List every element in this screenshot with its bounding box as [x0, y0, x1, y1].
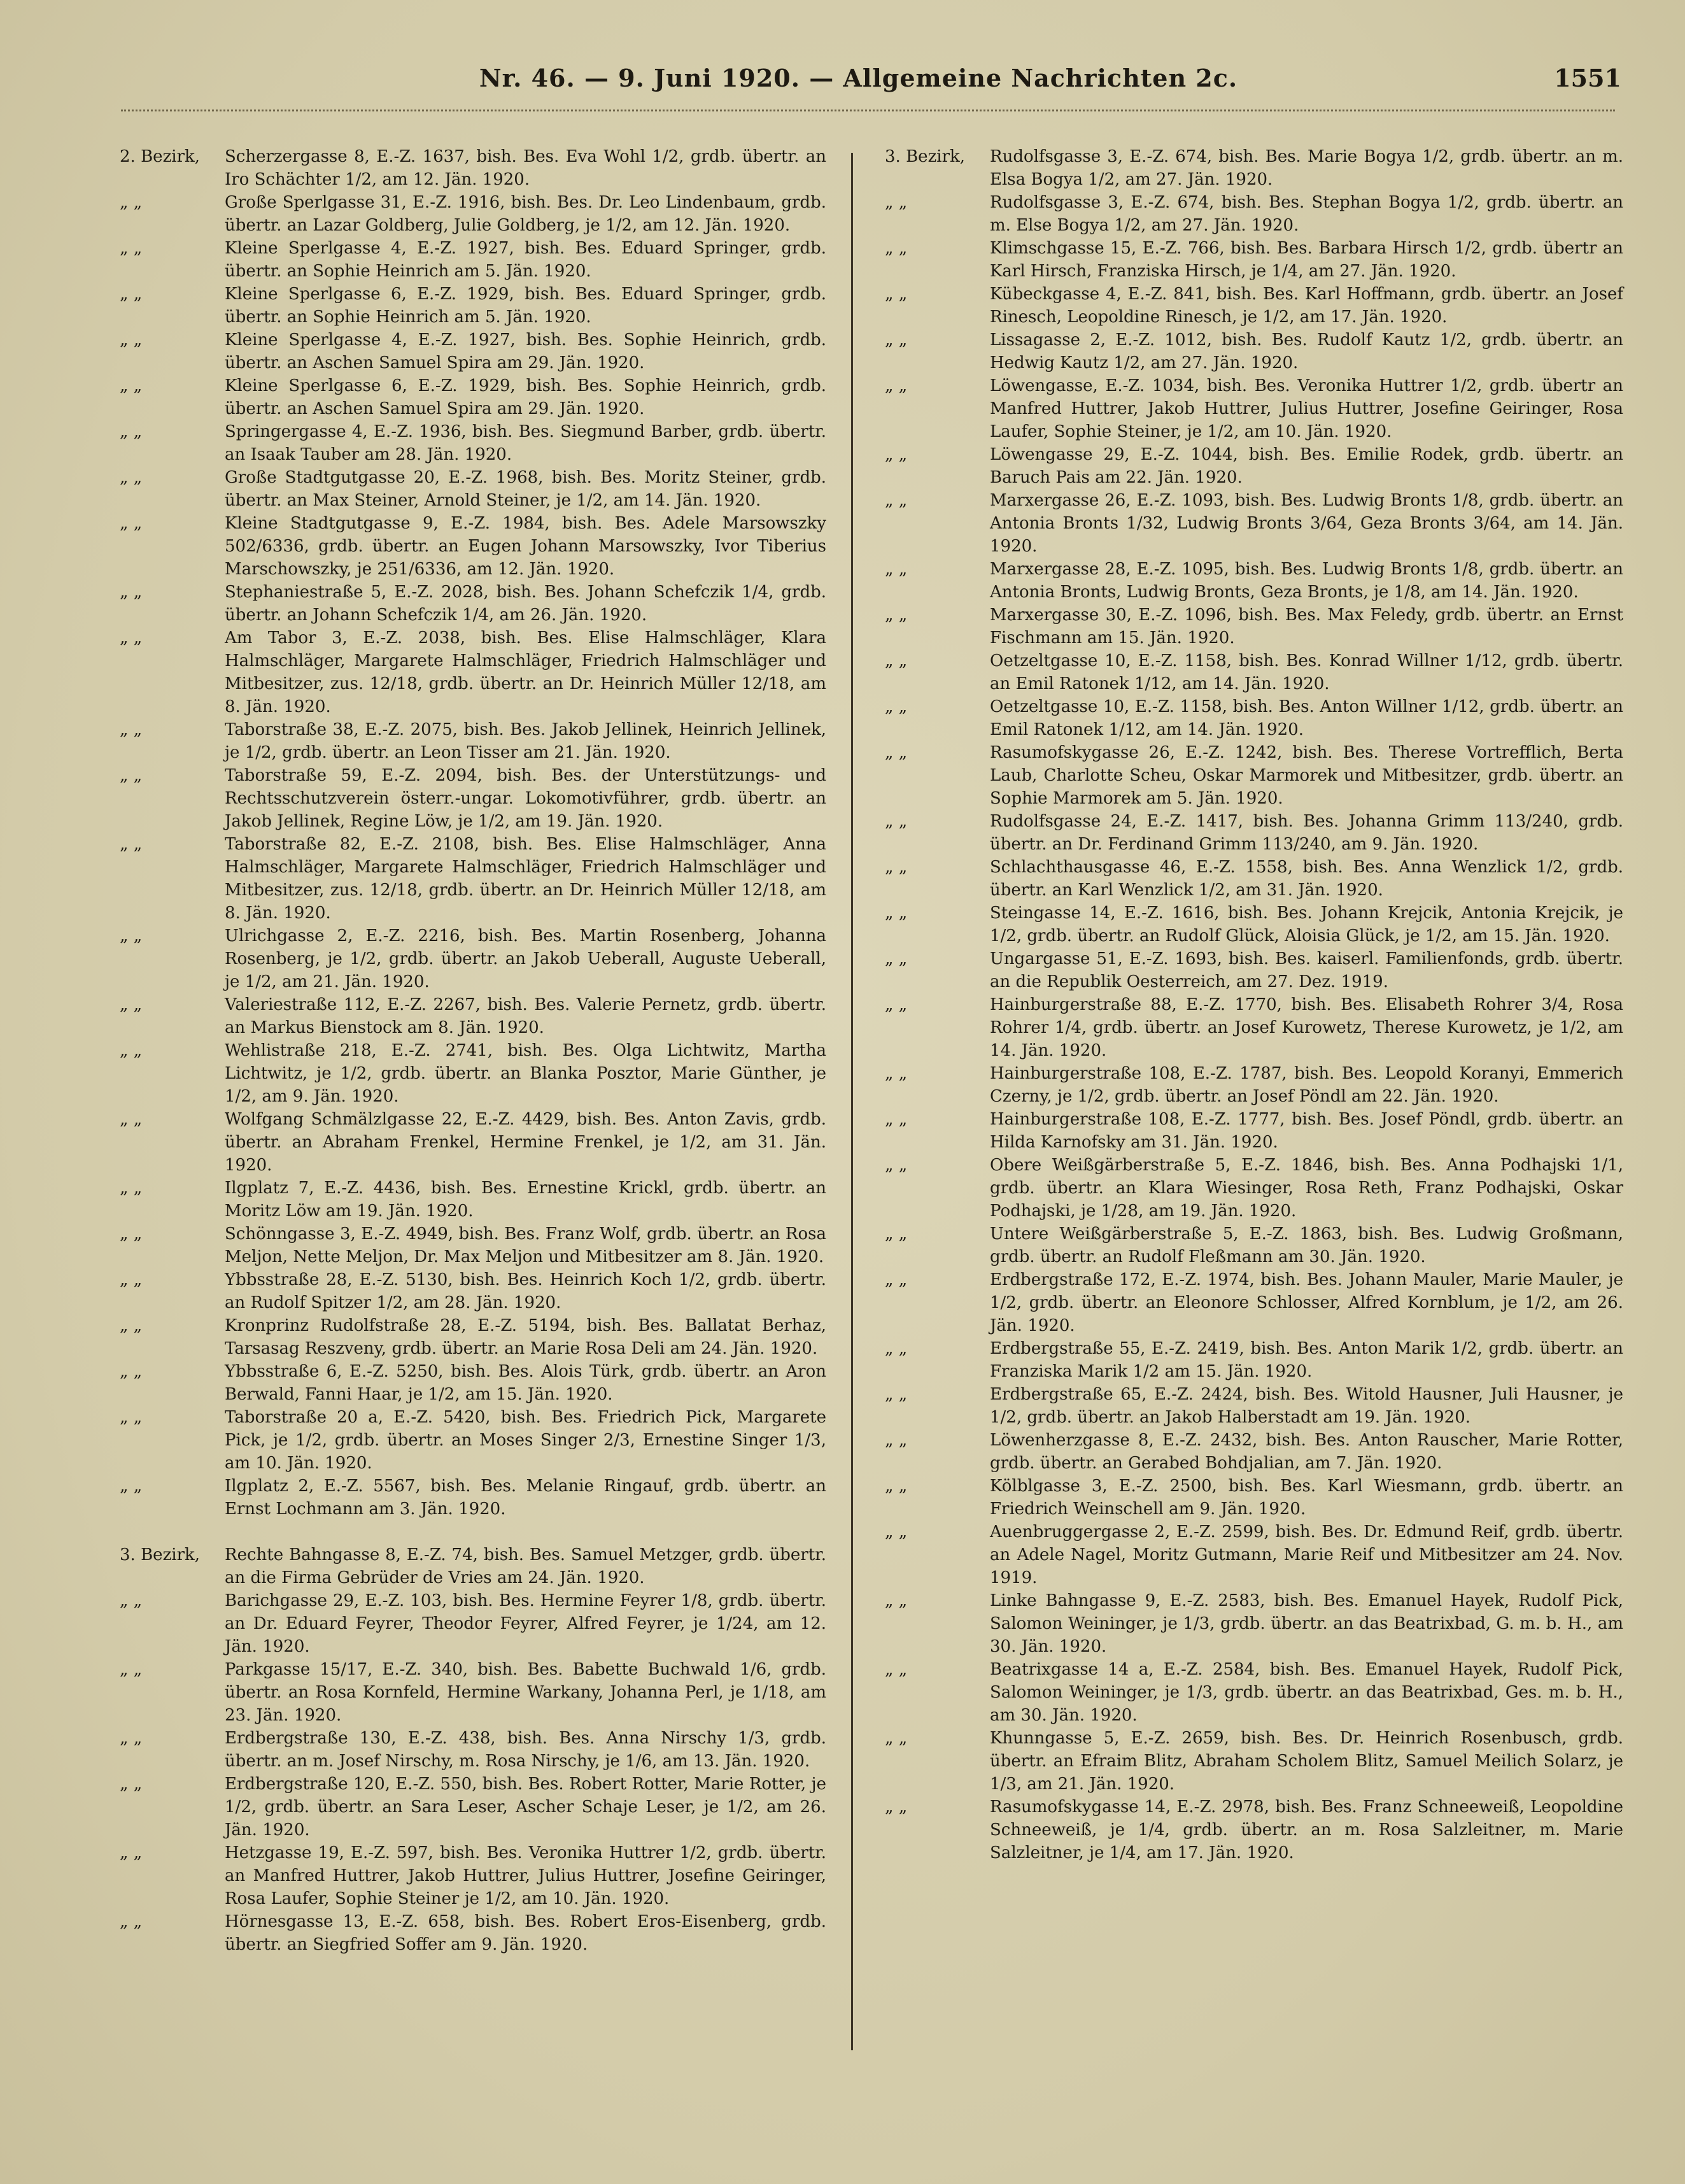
land-register-entry — [120, 1773, 826, 1841]
entry-district: 3. Bezirk, — [885, 147, 966, 166]
land-register-entry — [885, 856, 1623, 902]
entry-district: „ „ — [885, 904, 908, 923]
land-register-entry — [120, 145, 826, 191]
land-register-entry — [120, 1223, 826, 1268]
entry-district: „ „ — [885, 995, 908, 1014]
land-register-entry — [120, 1268, 826, 1314]
entry-text: Oetzeltgasse 10, E.-Z. 1158, bish. Bes. Konrad Willner 1/12, grdb. übertr. an Emil Ratonek 1/12, am 14. Jän. 1920. — [990, 651, 1623, 693]
entry-district: „ „ — [885, 1591, 908, 1610]
entry-district: „ „ — [885, 1110, 908, 1129]
land-register-entry — [120, 1360, 826, 1406]
entry-text: Kleine Stadtgutgasse 9, E.-Z. 1984, bish. Bes. Adele Marsowszky 502/6336, grdb. übertr. an Eugen Johann Marsowszky, Ivor Tiberius Marschowszky, je 251/6336, am 12. Jän. 1920. — [225, 514, 826, 579]
land-register-entry — [885, 604, 1623, 649]
entry-text: Rudolfsgasse 24, E.-Z. 1417, bish. Bes. Johanna Grimm 113/240, grdb. übertr. an Dr. Ferdinand Grimm 113/240, am 9. Jän. 1920. — [990, 812, 1623, 854]
page-header — [95, 64, 1621, 108]
entry-district: „ „ — [120, 1660, 143, 1679]
entry-text: Ybbsstraße 6, E.-Z. 5250, bish. Bes. Alois Türk, grdb. übertr. an Aron Berwald, Fanni Haar, je 1/2, am 15. Jän. 1920. — [225, 1362, 826, 1404]
land-register-entry — [120, 993, 826, 1039]
entry-district: „ „ — [885, 651, 908, 670]
right-column — [885, 145, 1623, 1864]
entry-text: Rudolfsgasse 3, E.-Z. 674, bish. Bes. Stephan Bogya 1/2, grdb. übertr. an m. Else Bogya 1/2, am 27. Jän. 1920. — [990, 193, 1623, 235]
land-register-entry — [885, 1108, 1623, 1154]
entry-text: Kronprinz Rudolfstraße 28, E.-Z. 5194, bish. Bes. Ballatat Berhaz, Tarsasag Reszveny, grdb. übertr. an Marie Rosa Deli am 24. Jän. 1920. — [225, 1316, 826, 1358]
entry-text: Ulrichgasse 2, E.-Z. 2216, bish. Bes. Martin Rosenberg, Johanna Rosenberg, je 1/2, grdb. übertr. an Jakob Ueberall, Auguste Ueberall, je 1/2, am 21. Jän. 1920. — [225, 926, 826, 991]
land-register-entry — [885, 902, 1623, 947]
section-gap — [120, 1521, 826, 1543]
entry-text: Klimschgasse 15, E.-Z. 766, bish. Bes. Barbara Hirsch 1/2, grdb. übertr an Karl Hirsch, Franziska Hirsch, je 1/4, am 27. Jän. 1920. — [990, 239, 1623, 281]
land-register-entry — [120, 1589, 826, 1658]
entry-district: „ „ — [120, 468, 143, 487]
entry-text: Steingasse 14, E.-Z. 1616, bish. Bes. Johann Krejcik, Antonia Krejcik, je 1/2, grdb. übertr. an Rudolf Glück, Aloisia Glück, je 1/2, am 15. Jän. 1920. — [990, 904, 1623, 946]
entry-district: „ „ — [120, 926, 143, 946]
land-register-entry — [885, 1475, 1623, 1521]
entry-district: „ „ — [885, 949, 908, 968]
header-rule — [121, 110, 1615, 111]
entry-text: Ybbsstraße 28, E.-Z. 5130, bish. Bes. Heinrich Koch 1/2, grdb. übertr. an Rudolf Spitzer 1/2, am 28. Jän. 1920. — [225, 1270, 826, 1312]
entry-text: Taborstraße 20 a, E.-Z. 5420, bish. Bes. Friedrich Pick, Margarete Pick, je 1/2, grdb. übertr. an Moses Singer 2/3, Ernestine Singer 1/3, am 10. Jän. 1920. — [225, 1408, 826, 1473]
left-column — [120, 145, 826, 1956]
entry-text: Rudolfsgasse 3, E.-Z. 674, bish. Bes. Marie Bogya 1/2, grdb. übertr. an m. Elsa Bogya 1/2, am 27. Jän. 1920. — [990, 147, 1623, 189]
land-register-entry — [885, 374, 1623, 443]
entry-text: Erdbergstraße 65, E.-Z. 2424, bish. Bes. Witold Hausner, Juli Hausner, je 1/2, grdb. übertr. an Jakob Halberstadt am 19. Jän. 1920. — [990, 1385, 1623, 1427]
entry-text: Hainburgerstraße 108, E.-Z. 1787, bish. Bes. Leopold Koranyi, Emmerich Czerny, je 1/2, grdb. übertr. an Josef Pöndl am 22. Jän. 1920. — [990, 1064, 1623, 1106]
entry-text: Kleine Sperlgasse 6, E.-Z. 1929, bish. Bes. Sophie Heinrich, grdb. übertr. an Aschen Samuel Spira am 29. Jän. 1920. — [225, 376, 826, 418]
entry-district: „ „ — [120, 1408, 143, 1427]
entry-text: Beatrixgasse 14 a, E.-Z. 2584, bish. Bes. Emanuel Hayek, Rudolf Pick, Salomon Weininger, je 1/3, grdb. übertr. an das Beatrixbad, Ges. m. b. H., am 30. Jän. 1920. — [990, 1660, 1623, 1725]
entry-text: Taborstraße 38, E.-Z. 2075, bish. Bes. Jakob Jellinek, Heinrich Jellinek, je 1/2, grdb. übertr. an Leon Tisser am 21. Jän. 1920. — [225, 720, 826, 762]
land-register-entry — [120, 581, 826, 627]
entry-text: Schlachthausgasse 46, E.-Z. 1558, bish. Bes. Anna Wenzlick 1/2, grdb. übertr. an Karl Wenzlick 1/2, am 31. Jän. 1920. — [990, 858, 1623, 900]
land-register-entry — [885, 741, 1623, 810]
land-register-entry — [120, 466, 826, 512]
entry-text: Wolfgang Schmälzlgasse 22, E.-Z. 4429, bish. Bes. Anton Zavis, grdb. übertr. an Abraham Frenkel, Hermine Frenkel, je 1/2, am 31. Jän. 1920. — [225, 1110, 826, 1175]
entry-district: „ „ — [885, 1156, 908, 1175]
land-register-entry — [885, 1796, 1623, 1864]
entry-district: „ „ — [120, 514, 143, 533]
entry-district: „ „ — [120, 193, 143, 212]
land-register-entry — [120, 1039, 826, 1108]
land-register-entry — [120, 420, 826, 466]
land-register-entry — [885, 145, 1623, 191]
land-register-entry — [120, 1910, 826, 1956]
page-number: 1551 — [1554, 64, 1621, 92]
entry-district: „ „ — [885, 376, 908, 395]
entry-district: „ „ — [120, 1110, 143, 1129]
entry-district: „ „ — [885, 285, 908, 304]
land-register-entry — [120, 718, 826, 764]
entry-text: Löwengasse 29, E.-Z. 1044, bish. Bes. Emilie Rodek, grdb. übertr. an Baruch Pais am 22. Jän. 1920. — [990, 445, 1623, 487]
entry-text: Erdbergstraße 172, E.-Z. 1974, bish. Bes. Johann Mauler, Marie Mauler, je 1/2, grdb. übertr. an Eleonore Schlosser, Alfred Kornblum, je 1/2, am 26. Jän. 1920. — [990, 1270, 1623, 1335]
entry-district: „ „ — [120, 1477, 143, 1496]
entry-district: „ „ — [120, 376, 143, 395]
land-register-entry — [885, 649, 1623, 695]
entry-district: „ „ — [885, 193, 908, 212]
entry-text: Oetzeltgasse 10, E.-Z. 1158, bish. Bes. Anton Willner 1/12, grdb. übertr. an Emil Ratonek 1/12, am 14. Jän. 1920. — [990, 697, 1623, 739]
entry-text: Parkgasse 15/17, E.-Z. 340, bish. Bes. Babette Buchwald 1/6, grdb. übertr. an Rosa Kornfeld, Hermine Warkany, Johanna Perl, je 1/18, am 23. Jän. 1920. — [225, 1660, 826, 1725]
land-register-entry — [120, 1406, 826, 1475]
land-register-entry — [885, 1521, 1623, 1589]
land-register-entry — [120, 1727, 826, 1773]
entry-text: Hainburgerstraße 108, E.-Z. 1777, bish. Bes. Josef Pöndl, grdb. übertr. an Hilda Karnofsky am 31. Jän. 1920. — [990, 1110, 1623, 1152]
land-register-entry — [885, 1589, 1623, 1658]
entry-district: „ „ — [120, 1316, 143, 1335]
entry-district: „ „ — [120, 720, 143, 739]
land-register-entry — [885, 283, 1623, 329]
land-register-entry — [885, 1154, 1623, 1223]
entry-text: Rasumofskygasse 26, E.-Z. 1242, bish. Bes. Therese Vortrefflich, Berta Laub, Charlotte Scheu, Oskar Marmorek und Mitbesitzer, grdb. übertr. an Sophie Marmorek am 5. Jän. 1920. — [990, 743, 1623, 808]
land-register-entry — [885, 489, 1623, 558]
land-register-entry — [885, 1727, 1623, 1796]
entry-district: „ „ — [885, 606, 908, 625]
entry-district: „ „ — [120, 1224, 143, 1244]
entry-text: Auenbruggergasse 2, E.-Z. 2599, bish. Bes. Dr. Edmund Reif, grdb. übertr. an Adele Nagel, Moritz Gutmann, Marie Reif und Mitbesitzer am 24. Nov. 1919. — [990, 1522, 1623, 1587]
land-register-entry — [885, 695, 1623, 741]
entry-district: „ „ — [120, 422, 143, 441]
land-register-entry — [120, 283, 826, 329]
entry-district: „ „ — [885, 1477, 908, 1496]
entry-district: „ „ — [120, 1041, 143, 1060]
entry-district: „ „ — [885, 491, 908, 510]
entry-district: „ „ — [885, 1522, 908, 1542]
entry-text: Hainburgerstraße 88, E.-Z. 1770, bish. Bes. Elisabeth Rohrer 3/4, Rosa Rohrer 1/4, grdb. übertr. an Josef Kurowetz, Therese Kurowetz, je 1/2, am 14. Jän. 1920. — [990, 995, 1623, 1060]
entry-district: „ „ — [885, 812, 908, 831]
land-register-entry — [885, 1658, 1623, 1727]
land-register-entry — [120, 1658, 826, 1727]
entry-text: Kölblgasse 3, E.-Z. 2500, bish. Bes. Karl Wiesmann, grdb. übertr. an Friedrich Weinschell am 9. Jän. 1920. — [990, 1477, 1623, 1519]
land-register-entry — [120, 191, 826, 237]
land-register-entry — [885, 993, 1623, 1062]
land-register-entry — [885, 810, 1623, 856]
entry-district: 3. Bezirk, — [120, 1545, 201, 1564]
entry-district: „ „ — [120, 285, 143, 304]
entry-district: „ „ — [885, 1729, 908, 1748]
entry-text: Rechte Bahngasse 8, E.-Z. 74, bish. Bes. Samuel Metzger, grdb. übertr. an die Firma Gebrüder de Vries am 24. Jän. 1920. — [225, 1545, 826, 1587]
entry-text: Ilgplatz 2, E.-Z. 5567, bish. Bes. Melanie Ringauf, grdb. übertr. an Ernst Lochmann am 3. Jän. 1920. — [225, 1477, 826, 1519]
entry-text: Rasumofskygasse 14, E.-Z. 2978, bish. Bes. Franz Schneeweiß, Leopoldine Schneeweiß, je 1/4, grdb. übertr. an m. Rosa Salzleitner, m. Marie Salzleitner, je 1/4, am 17. Jän. 1920. — [990, 1798, 1623, 1862]
land-register-entry — [120, 512, 826, 581]
entry-district: „ „ — [885, 1431, 908, 1450]
land-register-entry — [120, 1841, 826, 1910]
land-register-entry — [885, 1062, 1623, 1108]
entry-district: „ „ — [885, 1798, 908, 1817]
land-register-entry — [885, 1429, 1623, 1475]
entry-text: Untere Weißgärberstraße 5, E.-Z. 1863, bish. Bes. Ludwig Großmann, grdb. übertr. an Rudolf Fleßmann am 30. Jän. 1920. — [990, 1224, 1623, 1266]
entry-text: Springergasse 4, E.-Z. 1936, bish. Bes. Siegmund Barber, grdb. übertr. an Isaak Tauber am 28. Jän. 1920. — [225, 422, 826, 464]
entry-district: „ „ — [120, 1179, 143, 1198]
land-register-entry — [120, 627, 826, 718]
land-register-entry — [120, 1314, 826, 1360]
entry-text: Stephaniestraße 5, E.-Z. 2028, bish. Bes. Johann Schefczik 1/4, grdb. übertr. an Johann Schefczik 1/4, am 26. Jän. 1920. — [225, 583, 826, 625]
entry-district: „ „ — [885, 560, 908, 579]
entry-text: Große Stadtgutgasse 20, E.-Z. 1968, bish. Bes. Moritz Steiner, grdb. übertr. an Max Steiner, Arnold Steiner, je 1/2, am 14. Jän. 1920. — [225, 468, 826, 510]
entry-district: 2. Bezirk, — [120, 147, 201, 166]
entry-text: Marxergasse 28, E.-Z. 1095, bish. Bes. Ludwig Bronts 1/8, grdb. übertr. an Antonia Bronts, Ludwig Bronts, Geza Bronts, je 1/8, am 14. Jän. 1920. — [990, 560, 1623, 602]
entry-text: Scherzergasse 8, E.-Z. 1637, bish. Bes. Eva Wohl 1/2, grdb. übertr. an Iro Schächter 1/2, am 12. Jän. 1920. — [225, 147, 826, 189]
entry-text: Hörnesgasse 13, E.-Z. 658, bish. Bes. Robert Eros-Eisenberg, grdb. übertr. an Siegfried Soffer am 9. Jän. 1920. — [225, 1912, 826, 1954]
entry-district: „ „ — [885, 858, 908, 877]
entry-text: Marxergasse 26, E.-Z. 1093, bish. Bes. Ludwig Bronts 1/8, grdb. übertr. an Antonia Bronts 1/32, Ludwig Bronts 3/64, Geza Bronts 3/64, am 14. Jän. 1920. — [990, 491, 1623, 556]
entry-district: „ „ — [120, 239, 143, 258]
entry-text: Löwenherzgasse 8, E.-Z. 2432, bish. Bes. Anton Rauscher, Marie Rotter, grdb. übertr. an Gerabed Bohdjalian, am 7. Jän. 1920. — [990, 1431, 1623, 1473]
land-register-entry — [885, 1268, 1623, 1337]
entry-district: „ „ — [120, 766, 143, 785]
page-header-title: Nr. 46. — 9. Juni 1920. — Allgemeine Nachrichten 2c. — [479, 64, 1238, 92]
entry-district: „ „ — [120, 583, 143, 602]
entry-district: „ „ — [120, 1729, 143, 1748]
entry-district: „ „ — [120, 835, 143, 854]
entry-district: „ „ — [885, 1339, 908, 1358]
entry-district: „ „ — [885, 1660, 908, 1679]
land-register-entry — [885, 947, 1623, 993]
entry-district: „ „ — [885, 1224, 908, 1244]
entry-text: Ungargasse 51, E.-Z. 1693, bish. Bes. kaiserl. Familienfonds, grdb. übertr. an die Republik Oesterreich, am 27. Dez. 1919. — [990, 949, 1623, 991]
land-register-entry — [885, 1337, 1623, 1383]
entry-district: „ „ — [120, 628, 143, 648]
entry-district: „ „ — [885, 743, 908, 762]
land-register-entry — [120, 374, 826, 420]
land-register-entry — [120, 237, 826, 283]
land-register-entry — [120, 1108, 826, 1177]
entry-text: Valeriestraße 112, E.-Z. 2267, bish. Bes. Valerie Pernetz, grdb. übertr. an Markus Bienstock am 8. Jän. 1920. — [225, 995, 826, 1037]
land-register-entry — [885, 443, 1623, 489]
land-register-entry — [120, 764, 826, 833]
land-register-entry — [885, 329, 1623, 374]
land-register-entry — [885, 1223, 1623, 1268]
entry-text: Schönngasse 3, E.-Z. 4949, bish. Bes. Franz Wolf, grdb. übertr. an Rosa Meljon, Nette Meljon, Dr. Max Meljon und Mitbesitzer am 8. Jän. 1920. — [225, 1224, 826, 1266]
entry-text: Kleine Sperlgasse 6, E.-Z. 1929, bish. Bes. Eduard Springer, grdb. übertr. an Sophie Heinrich am 5. Jän. 1920. — [225, 285, 826, 327]
entry-text: Erdbergstraße 130, E.-Z. 438, bish. Bes. Anna Nirschy 1/3, grdb. übertr. an m. Josef Nirschy, m. Rosa Nirschy, je 1/6, am 13. Jän. 1920. — [225, 1729, 826, 1771]
entry-district: „ „ — [120, 995, 143, 1014]
entry-district: „ „ — [885, 330, 908, 350]
entry-text: Ilgplatz 7, E.-Z. 4436, bish. Bes. Ernestine Krickl, grdb. übertr. an Moritz Löw am 19. Jän. 1920. — [225, 1179, 826, 1221]
entry-district: „ „ — [120, 1843, 143, 1862]
entry-district: „ „ — [885, 1064, 908, 1083]
column-divider — [851, 153, 853, 2050]
land-register-entry — [885, 237, 1623, 283]
entry-text: Khunngasse 5, E.-Z. 2659, bish. Bes. Dr. Heinrich Rosenbusch, grdb. übertr. an Efraim Blitz, Abraham Scholem Blitz, Samuel Meilich Solarz, je 1/3, am 21. Jän. 1920. — [990, 1729, 1623, 1794]
entry-district: „ „ — [120, 1270, 143, 1289]
land-register-entry — [120, 1543, 826, 1589]
entry-district: „ „ — [120, 330, 143, 350]
land-register-entry — [885, 191, 1623, 237]
entry-district: „ „ — [885, 1270, 908, 1289]
entry-text: Barichgasse 29, E.-Z. 103, bish. Bes. Hermine Feyrer 1/8, grdb. übertr. an Dr. Eduard Feyrer, Theodor Feyrer, Alfred Feyrer, je 1/24, am 12. Jän. 1920. — [225, 1591, 826, 1656]
entry-text: Linke Bahngasse 9, E.-Z. 2583, bish. Bes. Emanuel Hayek, Rudolf Pick, Salomon Weininger, je 1/3, grdb. übertr. an das Beatrixbad, G. m. b. H., am 30. Jän. 1920. — [990, 1591, 1623, 1656]
entry-text: Taborstraße 82, E.-Z. 2108, bish. Bes. Elise Halmschläger, Anna Halmschläger, Margarete Halmschläger, Friedrich Halmschläger und Mitbesitzer, zus. 12/18, grdb. übertr. an Dr. Heinrich Müller 12/18, am 8. Jän. 1920. — [225, 835, 826, 923]
entry-text: Erdbergstraße 120, E.-Z. 550, bish. Bes. Robert Rotter, Marie Rotter, je 1/2, grdb. übertr. an Sara Leser, Ascher Schaje Leser, je 1/2, am 26. Jän. 1920. — [225, 1775, 826, 1840]
entry-text: Erdbergstraße 55, E.-Z. 2419, bish. Bes. Anton Marik 1/2, grdb. übertr. an Franziska Marik 1/2 am 15. Jän. 1920. — [990, 1339, 1623, 1381]
entry-district: „ „ — [120, 1362, 143, 1381]
entry-text: Am Tabor 3, E.-Z. 2038, bish. Bes. Elise Halmschläger, Klara Halmschläger, Margarete Halmschläger, Friedrich Halmschläger und Mitbesitzer, zus. 12/18, grdb. übertr. an Dr. Heinrich Müller 12/18, am 8. Jän. 1920. — [225, 628, 826, 716]
land-register-entry — [885, 558, 1623, 604]
land-register-entry — [120, 833, 826, 925]
entry-text: Kleine Sperlgasse 4, E.-Z. 1927, bish. Bes. Eduard Springer, grdb. übertr. an Sophie Heinrich am 5. Jän. 1920. — [225, 239, 826, 281]
entry-district: „ „ — [885, 445, 908, 464]
land-register-entry — [120, 1177, 826, 1223]
land-register-entry — [885, 1383, 1623, 1429]
entry-district: „ „ — [120, 1775, 143, 1794]
entry-text: Kleine Sperlgasse 4, E.-Z. 1927, bish. Bes. Sophie Heinrich, grdb. übertr. an Aschen Samuel Spira am 29. Jän. 1920. — [225, 330, 826, 372]
entry-district: „ „ — [120, 1591, 143, 1610]
entry-district: „ „ — [885, 697, 908, 716]
entry-text: Löwengasse, E.-Z. 1034, bish. Bes. Veronika Huttrer 1/2, grdb. übertr an Manfred Huttrer, Jakob Huttrer, Julius Huttrer, Josefine Geiringer, Rosa Laufer, Sophie Steiner, je 1/2, am 10. Jän. 1920. — [990, 376, 1623, 441]
entry-text: Lissagasse 2, E.-Z. 1012, bish. Bes. Rudolf Kautz 1/2, grdb. übertr. an Hedwig Kautz 1/2, am 27. Jän. 1920. — [990, 330, 1623, 372]
entry-text: Taborstraße 59, E.-Z. 2094, bish. Bes. der Unterstützungs- und Rechtsschutzverein österr.-ungar. Lokomotivführer, grdb. übertr. an Jakob Jellinek, Regine Löw, je 1/2, am 19. Jän. 1920. — [225, 766, 826, 831]
entry-district: „ „ — [885, 1385, 908, 1404]
entry-district: „ „ — [120, 1912, 143, 1931]
entry-text: Marxergasse 30, E.-Z. 1096, bish. Bes. Max Feledy, grdb. übertr. an Ernst Fischmann am 15. Jän. 1920. — [990, 606, 1623, 648]
entry-text: Wehlistraße 218, E.-Z. 2741, bish. Bes. Olga Lichtwitz, Martha Lichtwitz, je 1/2, grdb. übertr. an Blanka Posztor, Marie Günther, je 1/2, am 9. Jän. 1920. — [225, 1041, 826, 1106]
entry-text: Große Sperlgasse 31, E.-Z. 1916, bish. Bes. Dr. Leo Lindenbaum, grdb. übertr. an Lazar Goldberg, Julie Goldberg, je 1/2, am 12. Jän. 1920. — [225, 193, 826, 235]
land-register-entry — [120, 329, 826, 374]
land-register-entry — [120, 1475, 826, 1521]
land-register-entry — [120, 925, 826, 993]
entry-text: Hetzgasse 19, E.-Z. 597, bish. Bes. Veronika Huttrer 1/2, grdb. übertr. an Manfred Huttrer, Jakob Huttrer, Julius Huttrer, Josefine Geiringer, Rosa Laufer, Sophie Steiner je 1/2, am 10. Jän. 1920. — [225, 1843, 826, 1908]
entry-text: Kübeckgasse 4, E.-Z. 841, bish. Bes. Karl Hoffmann, grdb. übertr. an Josef Rinesch, Leopoldine Rinesch, je 1/2, am 17. Jän. 1920. — [990, 285, 1623, 327]
entry-district: „ „ — [885, 239, 908, 258]
entry-text: Obere Weißgärberstraße 5, E.-Z. 1846, bish. Bes. Anna Podhajski 1/1, grdb. übertr. an Klara Wiesinger, Rosa Reth, Franz Podhajski, Oskar Podhajski, je 1/28, am 19. Jän. 1920. — [990, 1156, 1623, 1221]
